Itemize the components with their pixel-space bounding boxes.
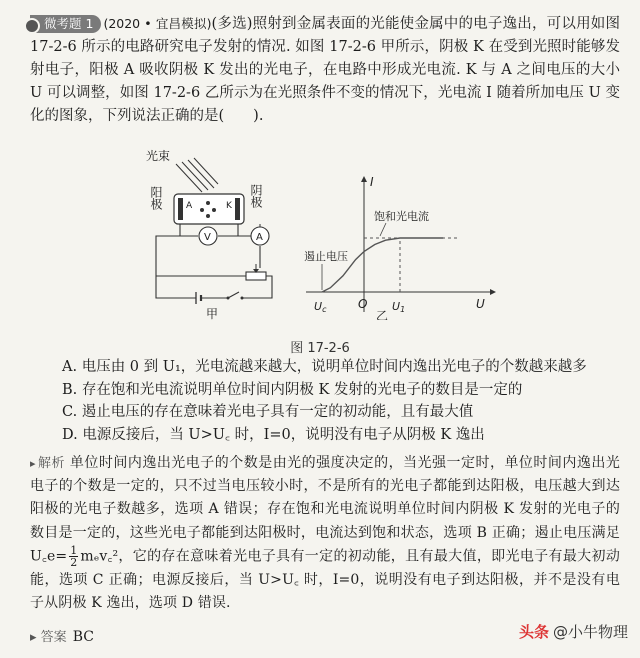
question-tag: 微考题 1 <box>30 15 101 33</box>
anode-label: 阳极 <box>149 186 163 210</box>
cathode-label: 阴极 <box>249 184 263 208</box>
question-stem <box>30 12 620 128</box>
rheostat <box>246 272 266 280</box>
analysis-text-2: mₑv꜀²，它的存在意味着光电子具有一定的初动能，且有最大值，即光电子有最大初动能，选项 C 正确；电源反接后，当 U>U꜀ 时，I=0，说明没有电子到达阳极，并不是没有电子从阴极 K 逸出，选项 D 错误. <box>30 548 620 611</box>
cathode-plate <box>235 198 240 220</box>
ammeter-label: A <box>256 232 263 243</box>
analysis-dot-icon: ▸ <box>30 457 36 470</box>
options <box>62 356 622 446</box>
electrode-a-label: A <box>186 201 193 211</box>
circuit-diagram <box>138 148 288 320</box>
graph-sublabel: 乙 <box>376 309 389 320</box>
electrode-k-label: K <box>226 201 232 211</box>
figure-caption: 图 17-2-6 <box>290 341 350 356</box>
uc-label: Uc <box>314 300 327 314</box>
watermark <box>519 621 628 642</box>
y-axis-label: I <box>370 175 374 189</box>
watermark-account: @小牛物理 <box>552 623 628 641</box>
answer <box>30 626 94 645</box>
iu-graph <box>300 168 500 320</box>
question-source: (2020 • 宜昌模拟) <box>103 16 212 31</box>
x-axis-label: U <box>476 297 485 311</box>
saturation-label: 饱和光电流 <box>374 210 429 223</box>
analysis-text-1: 单位时间内逸出光电子的个数是由光的强度决定的，当光强一定时，单位时间内逸出光电子的个数是一定的，只不过当电压较小时，不是所有的光电子都能到达阳极，电压越大到达阳极的光电子数越多，选项 A 错误；存在饱和光电流说明单位时间内阴极 K 发射的光电子的数目是一定的，这些光电子都能到达阳极时，电流达到饱和状态，选项 B 正确；遏止电压满足 U꜀e= <box>30 455 620 565</box>
analysis-fraction: $\frac{1}{2}$ <box>70 543 78 569</box>
answer-label: ▸ 答案 <box>30 630 67 645</box>
analysis-tag: ▸ 解析 <box>30 456 65 471</box>
circuit-sublabel: 甲 <box>206 307 219 320</box>
option-b: B. 存在饱和光电流说明单位时间内阴极 K 发射的光电子的数目是一定的 <box>62 381 523 398</box>
light-beam-rays <box>176 158 218 192</box>
vacuum-tube <box>174 194 244 224</box>
origin-label: O <box>358 297 368 311</box>
iu-curve <box>322 238 443 292</box>
question-text: 照射到金属表面的光能使金属中的电子逸出，可以用如图 17-2-6 所示的电路研究电子发射的情况. 如图 17-2-6 甲所示，阴极 K 在受到光照时能够发射电子，阳极 A 吸收阴极 K 发出的光电子，在电路中形成光电流. K 与 A 之间电压的大小 U 可以调整，如图 17-2-6 乙所示为在光照条件不变的情况下，光电流 I 随着所加电压 U 变化的图象，下列说法正确的是( ). <box>30 16 620 124</box>
light-beam-label: 光束 <box>146 149 171 163</box>
voltmeter-label: V <box>204 232 211 243</box>
option-c: C. 遏止电压的存在意味着光电子具有一定的初动能，且有最大值 <box>62 404 474 420</box>
answer-value: BC <box>72 629 94 645</box>
option-d: D. 电源反接后，当 U>U꜀ 时，I=0，说明没有电子从阴极 K 逸出 <box>62 426 485 443</box>
stopping-voltage-label: 遏止电压 <box>304 250 348 263</box>
analysis <box>30 452 620 615</box>
anode-plate <box>178 198 183 220</box>
watermark-platform: 头条 <box>518 623 549 641</box>
question-type: (多选) <box>211 16 253 32</box>
option-a: A. 电压由 0 到 U₁，光电流越来越大，说明单位时间内逸出光电子的个数越来越多 <box>62 359 587 375</box>
u1-label: U1 <box>392 300 406 314</box>
